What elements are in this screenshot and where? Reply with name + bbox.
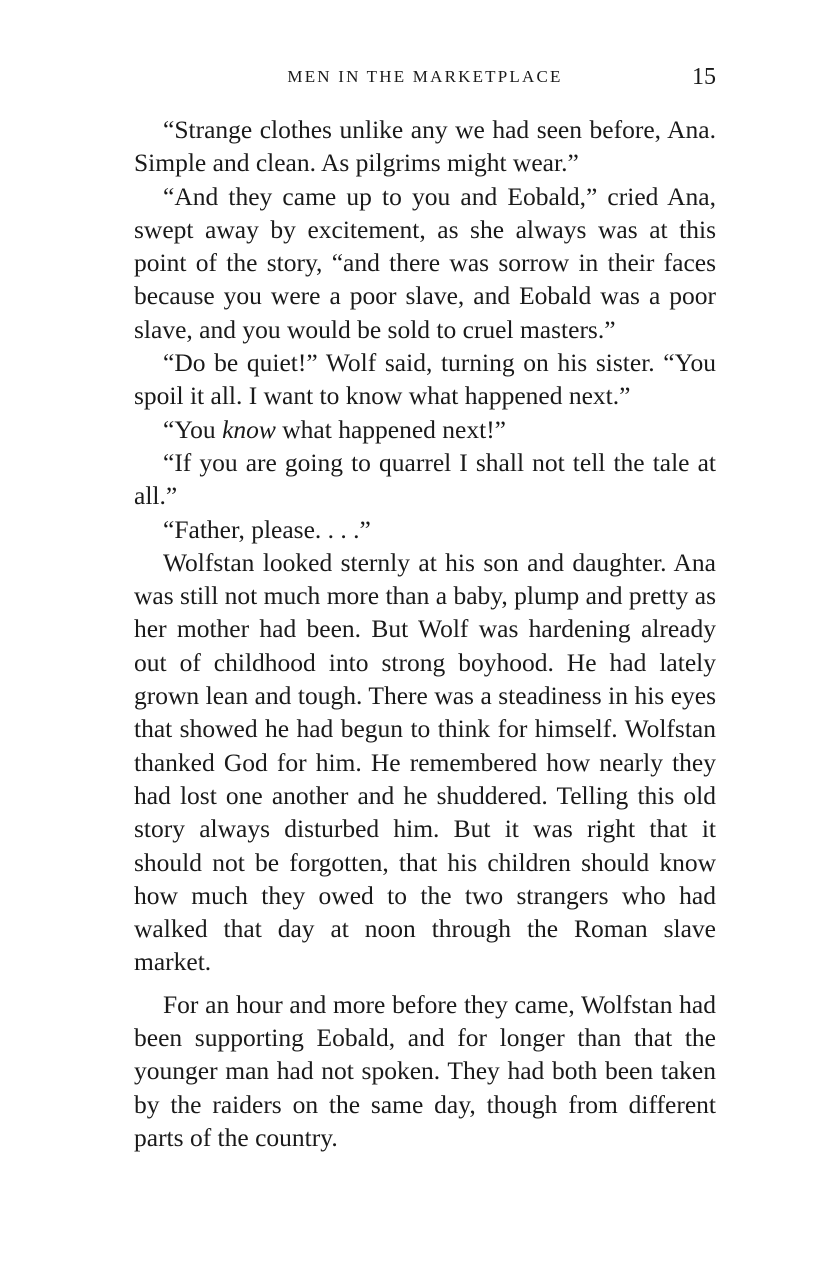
paragraph: Wolfstan looked sternly at his son and daughter. Ana was still not much more than a baby, plump and pretty as her mother had been. But Wolf was hardening already out of childhood into strong boyhood. He had lately grown lean and tough. There was a steadiness in his eyes that showed he had begun to think for himself. Wolfstan thanked God for him. He remembered how nearly they had lost one another and he shuddered. Telling this old story always disturbed him. But it was right that it should not be forgotten, that his children should know how much they owed to the two strangers who had walked that day at noon through the Roman slave market. [134,547,716,977]
page-number: 15 [692,64,716,90]
paragraph: “Do be quiet!” Wolf said, turning on his sister. “You spoil it all. I want to know what happened next.” [134,348,716,411]
page-header [134,62,716,92]
paragraph: For an hour and more before they came, Wolfstan had been supporting Eobald, and for longer than that the younger man had not spoken. They had both been taken by the raiders on the same day, though from different parts of the country. [134,989,716,1152]
text-span: “You [163,414,223,444]
paragraph: “Father, please. . . .” [163,514,371,544]
body-text [134,113,716,1154]
paragraph [134,413,716,446]
paragraph: “Strange clothes unlike any we had seen before, Ana. Simple and clean. As pilgrims might wear.” [134,115,716,178]
italic-text: know [222,414,276,444]
paragraph: “And they came up to you and Eobald,” cried Ana, swept away by excitement, as she always was at this point of the story, “and there was sorrow in their faces because you were a poor slave, and Eobald was a poor slave, and you would be sold to cruel masters.” [134,181,716,344]
paragraph: “If you are going to quarrel I shall not tell the tale at all.” [134,447,716,511]
running-head: MEN IN THE MARKETPLACE [287,67,563,86]
text-span: what happened next!” [275,414,507,444]
